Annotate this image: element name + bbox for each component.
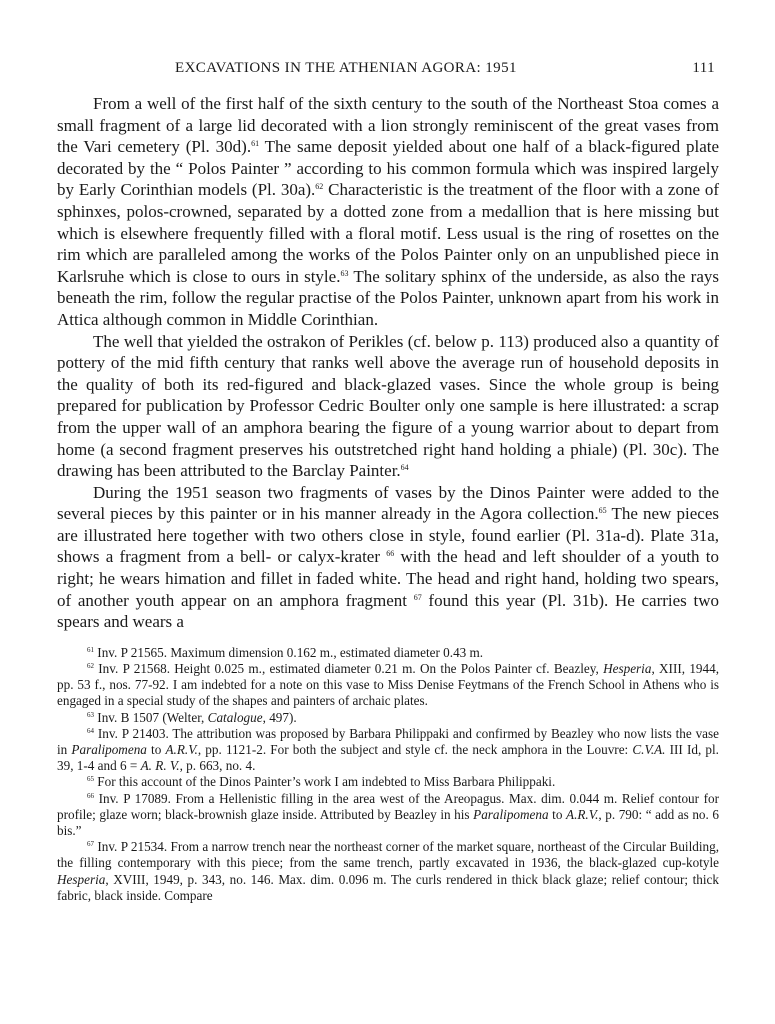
footnote-text: to [548,806,567,822]
italic-title: Hesperia [603,661,652,677]
footnote-text: For this account of the Dinos Painter’s work I am indebted to Miss Barbara Philippaki. [94,774,556,790]
footnote-ref-63: 63 [340,268,349,278]
italic-title: A. R. V. [140,758,180,774]
footnote-number: 64 [87,726,94,735]
italic-title: Hesperia [57,871,106,887]
text-run: The well that yielded the ostrakon of Perikles (cf. below p. 113) produced also a quantity of pottery of the mid fifth century that ranks well above the average run of household deposits in the quality of both its red-figured and black-glazed vases. Since the whole group is being prepared for publication by Professor Cedric Boulter only one sample is here illustrated: a scrap from the upper wall of an amphora bearing the figure of a young warrior about to depart from home (a second fragment preserves his outstretched right hand holding a phiale) (Pl. 30c). The drawing has been attributed to the Barclay Painter. [57,331,719,481]
paragraph-3 [57,482,719,633]
footnote-number: 66 [87,791,94,800]
text-run: with the head and left shoulder of a youth to right; he wears himation and fillet in faded white. The head and right hand, holding two spears, of another youth appear on an amphora fragment [57,547,719,610]
text-run: The new pieces are illustrated here together with two others close in style, found earlier (Pl. 31a-d). Plate 31a, shows a fragment from a bell- or calyx-krater [57,504,719,567]
text-run: found this year (Pl. 31b). He carries two spears and wears a [57,590,719,632]
document-page [57,55,719,904]
footnote-text: III Id, pl. 39, 1-4 and 6 = [57,742,719,774]
footnote-66 [57,791,719,840]
text-run: Characteristic is the treatment of the floor with a zone of sphinxes, polos-crowned, separated by a dotted zone from a medallion that is here missing but which is elsewhere frequently filled with a floral motif. Less usual is the ring of rosettes on the rim which are paralleled among the works of the Polos Painter only on an unpublished piece in Karlsruhe which is close to ours in style. [57,180,719,286]
footnote-number: 63 [87,710,94,719]
text-run: From a well of the first half of the sixth century to the south of the Northeast Stoa comes a small fragment of a large lid decorated with a lion strongly reminiscent of the great vases from the Vari cemetery (Pl. 30d). [57,94,719,157]
footnote-number: 62 [87,662,94,671]
body-text [57,93,719,633]
italic-title: Catalogue [207,709,263,725]
footnote-text: Inv. P 21534. From a narrow trench near the northeast corner of the market square, northeast of the Circular Building, the filling contemporary with this piece; from the same trench, partly excavated in 1936, the black-glazed cup-kotyle [57,839,719,871]
footnote-ref-64: 64 [400,463,409,473]
footnote-ref-66: 66 [386,549,395,559]
footnote-text: , p. 663, no. 4. [179,758,256,774]
footnote-61 [57,645,719,661]
running-header [57,55,719,79]
italic-title: Paralipomena [473,806,549,822]
footnote-text: Inv. P 21403. The attribution was proposed by Barbara Philippaki and confirmed by Beazley who now lists the vase in [57,725,719,758]
page-number: 111 [692,60,715,76]
footnote-number: 65 [87,775,94,784]
text-run: During the 1951 season two fragments of vases by the Dinos Painter were added to the several pieces by this painter or in his manner already in the Agora collection. [57,482,719,524]
footnote-text: Inv. P 21565. Maximum dimension 0.162 m., estimated diameter 0.43 m. [94,644,484,660]
text-run: The solitary sphinx of the underside, as also the rays beneath the rim, follow the regular practise of the Polos Painter, unknown apart from his work in Attica although common in Middle Corinthian. [57,266,719,329]
paragraph-2 [57,331,719,482]
italic-title: Paralipomena [71,742,147,758]
footnotes [57,645,719,904]
footnote-text: Inv. B 1507 (Welter, [94,709,208,725]
footnote-ref-65: 65 [598,506,607,516]
text-run: The same deposit yielded about one half of a black-figured plate decorated by the “ Polos Painter ” according to his common formula which was inspired largely by Early Corinthian models (Pl. 30a). [57,137,720,200]
footnote-64 [57,726,719,775]
italic-title: A.R.V. [566,806,599,822]
footnote-number: 67 [87,840,94,849]
footnote-text: Inv. P 21568. Height 0.025 m., estimated diameter 0.21 m. On the Polos Painter cf. Beazley, [94,661,604,677]
footnote-65 [57,774,719,790]
footnote-text: , XVIII, 1949, p. 343, no. 146. Max. dim. 0.096 m. The curls rendered in thick black glaze; relief contour; thick fabric, black inside. Compare [57,871,719,903]
footnote-text: , pp. 1121-2. For both the subject and style cf. the neck amphora in the Louvre: [197,742,633,758]
footnote-text: , p. 790: “ add as no. 6 bis.” [57,806,719,839]
italic-title: C.V.A. [632,742,666,758]
footnote-text: to [146,742,166,758]
running-title: EXCAVATIONS IN THE ATHENIAN AGORA: 1951 [175,60,517,76]
footnote-ref-62: 62 [315,182,324,192]
paragraph-1 [57,93,719,331]
footnote-67 [57,839,719,904]
footnote-ref-67: 67 [413,592,422,602]
footnote-ref-61: 61 [251,139,260,149]
footnote-text: , 497). [262,709,297,725]
footnote-63 [57,710,719,726]
footnote-number: 61 [87,645,94,654]
footnote-text: , XIII, 1944, pp. 53 f., nos. 77-92. I am indebted for a note on this vase to Miss Denise Feytmans of the French School in Athens who is engaged in a special study of the shapes and painters of archaic plates. [57,661,719,709]
footnote-text: Inv. P 17089. From a Hellenistic filling in the area west of the Areopagus. Max. dim. 0.044 m. Relief contour for profile; glaze worn; black-brownish glaze inside. Attributed by Beazley in his [57,790,719,822]
italic-title: A.R.V. [165,742,198,758]
footnote-62 [57,661,719,710]
